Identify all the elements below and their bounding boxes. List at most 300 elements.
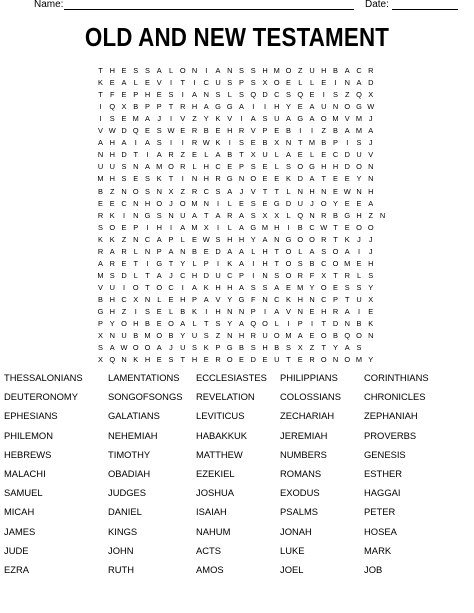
grid-row [96,283,378,295]
grid-letter: H [262,246,268,256]
grid-letter: L [274,150,279,160]
word-list-item: MICAH [4,506,35,518]
grid-letter: Z [215,331,221,341]
grid-letter: S [356,138,362,148]
grid-letter: C [203,78,209,88]
grid-letter: B [98,186,103,196]
grid-letter: O [285,66,292,75]
grid-letter: O [132,343,139,353]
grid-letter: G [309,162,315,172]
grid-letter: O [297,162,304,172]
grid-letter: T [286,355,291,365]
word-list-item: PROVERBS [364,429,417,441]
grid-letter: H [368,258,374,268]
grid-letter: I [181,282,184,292]
grid-letter: T [274,186,279,196]
grid-letter: U [356,294,362,304]
grid-letter: R [191,186,198,196]
grid-letter: E [239,355,244,365]
grid-letter: S [145,307,150,316]
grid-row [96,126,378,138]
word-list-item: PHILIPPIANS [280,372,338,383]
grid-letter: N [133,198,139,208]
grid-letter: G [144,210,151,220]
grid-letter: B [333,331,338,341]
grid-letter: W [202,138,210,148]
grid-letter: E [121,222,127,232]
word-list-item: HAGGAI [364,487,401,499]
grid-letter: A [215,66,221,75]
grid-letter: J [310,198,314,208]
grid-letter: S [250,210,256,220]
grid-letter: H [109,174,115,184]
grid-letter: M [144,331,151,341]
grid-letter: S [109,270,115,280]
grid-letter: Q [109,102,116,112]
grid-letter: E [156,319,162,329]
grid-letter: S [192,343,197,353]
grid-letter: I [146,258,149,268]
grid-letter: H [133,319,139,329]
grid-letter: X [98,331,103,341]
grid-letter: T [321,319,326,329]
grid-letter: L [309,150,315,160]
grid-letter: O [320,282,327,292]
grid-letter: I [299,126,302,136]
word-list-item: EXODUS [280,487,320,499]
grid-letter: T [274,258,279,268]
grid-letter: A [239,102,244,112]
grid-letter: M [132,114,139,124]
grid-letter: L [274,162,279,172]
grid-letter: E [121,66,127,75]
word-list-item: ZEPHANIAH [364,410,418,422]
grid-letter: B [203,126,209,136]
grid-row [96,150,378,162]
grid-letter: R [109,258,115,268]
grid-letter: A [121,78,127,88]
grid-letter: A [368,198,374,208]
grid-letter: S [344,282,350,292]
grid-letter: O [156,331,163,341]
grid-letter: X [250,150,256,160]
grid-letter: O [320,114,327,124]
word-list-item: GENESIS [364,448,406,460]
word-list-item: JEREMIAH [280,429,328,441]
grid-letter: C [227,270,233,280]
date-label: Date: [365,0,389,10]
grid-letter: M [332,114,339,124]
grid-letter: S [250,343,256,353]
header [0,0,474,14]
grid-letter: C [321,258,327,268]
grid-letter: S [133,66,139,75]
grid-letter: S [250,282,256,292]
grid-letter: N [379,210,386,220]
grid-letter: V [98,282,103,292]
grid-letter: R [97,210,104,220]
grid-letter: R [227,210,233,220]
grid-letter: A [250,114,256,124]
grid-letter: O [320,198,327,208]
grid-letter: A [309,114,315,124]
grid-letter: E [156,355,162,365]
word-list-item: ESTHER [364,468,403,479]
grid-letter: T [333,234,338,244]
grid-letter: H [227,126,233,136]
grid-letter: C [121,294,127,304]
grid-letter: O [356,222,362,232]
grid-letter: O [356,331,362,341]
grid-letter: S [368,270,374,280]
word-list-item: JONAH [280,525,312,537]
word-list-row [0,410,474,428]
word-list-item: LUKE [280,544,305,556]
grid-letter: E [192,150,197,160]
grid-letter: O [297,234,304,244]
grid-letter: O [156,198,163,208]
grid-letter: I [357,246,361,256]
grid-row [96,307,378,319]
grid-letter: I [252,102,255,112]
grid-letter: M [344,258,351,268]
word-list-item: ROMANS [280,468,322,479]
grid-letter: C [168,282,174,292]
grid-letter: I [205,307,208,316]
grid-letter: L [180,234,185,244]
grid-letter: K [286,294,291,304]
grid-letter: C [144,234,151,244]
grid-letter: V [215,294,221,304]
grid-letter: E [297,355,303,365]
word-list-row [0,545,474,563]
grid-letter: S [239,138,244,148]
grid-letter: N [368,174,374,184]
grid-letter: X [262,210,268,220]
grid-letter: I [216,198,220,208]
page-title: OLD AND NEW TESTAMENT [84,22,390,52]
grid-letter: O [109,222,116,232]
grid-letter: A [156,234,162,244]
grid-letter: A [239,282,244,292]
grid-letter: L [286,186,291,196]
grid-letter: E [250,138,256,148]
grid-letter: A [344,246,350,256]
grid-letter: T [321,174,326,184]
grid-letter: O [132,186,139,196]
grid-letter: N [368,162,374,172]
grid-letter: I [263,307,267,316]
grid-letter: N [227,331,233,341]
grid-letter: Y [333,343,338,353]
grid-letter: E [333,186,338,196]
grid-letter: I [263,102,267,112]
grid-letter: S [121,174,127,184]
grid-letter: O [285,246,292,256]
grid-row [96,78,378,90]
grid-letter: L [251,246,256,256]
grid-letter: L [227,222,232,232]
grid-letter: H [203,174,209,184]
grid-letter: I [310,319,314,329]
grid-letter: A [145,162,150,172]
grid-letter: K [215,114,221,124]
grid-letter: E [133,174,139,184]
grid-letter: A [368,126,374,136]
grid-letter: X [274,138,280,148]
grid-letter: L [133,270,138,280]
grid-letter: N [309,210,315,220]
grid-letter: B [145,319,150,329]
grid-letter: Q [109,355,116,365]
grid-letter: S [215,186,221,196]
grid-letter: U [180,343,186,353]
grid-letter: Y [368,355,374,365]
grid-letter: N [191,174,198,184]
grid-letter: B [180,307,186,316]
grid-letter: N [168,210,174,220]
grid-letter: S [145,186,150,196]
grid-letter: S [333,90,338,100]
grid-letter: A [156,150,162,160]
grid-letter: U [262,150,268,160]
grid-letter: I [216,258,220,268]
grid-letter: M [97,174,104,184]
grid-letter: A [145,138,150,148]
grid-row [96,187,378,199]
grid-letter: G [226,174,233,184]
grid-letter: U [191,331,198,341]
grid-letter: Z [368,210,373,220]
grid-letter: S [286,343,291,353]
grid-letter: F [250,294,256,304]
grid-letter: W [120,343,128,353]
grid-letter: P [333,294,338,304]
word-list-item: NAHUM [196,525,231,537]
grid-row [96,259,378,271]
grid-letter: N [180,246,186,256]
grid-letter: A [192,210,197,220]
word-list-row [0,391,474,409]
grid-letter: S [215,319,221,329]
grid-letter: T [168,258,174,268]
grid-letter: B [333,66,338,75]
grid-letter: C [274,90,280,100]
grid-letter: W [108,126,116,136]
grid-letter: Z [297,66,303,75]
grid-letter: O [344,355,351,365]
grid-letter: E [344,198,350,208]
grid-letter: Y [227,294,233,304]
grid-letter: H [297,294,303,304]
grid-letter: E [156,90,162,100]
grid-letter: A [297,331,303,341]
word-list-item: ACTS [196,544,222,556]
grid-letter: E [180,126,186,136]
grid-letter: W [343,186,351,196]
grid-letter: G [238,294,245,304]
grid-letter: Y [203,114,209,124]
word-list-row [0,487,474,505]
grid-letter: P [98,319,103,329]
grid-letter: M [355,126,363,136]
grid-letter: B [333,126,338,136]
grid-letter: K [203,282,209,292]
grid-letter: O [367,222,374,232]
grid-letter: F [109,90,115,100]
grid-letter: I [169,78,173,88]
grid-letter: S [98,343,103,353]
grid-letter: L [204,150,209,160]
grid-letter: X [168,186,174,196]
grid-letter: E [297,150,303,160]
grid-letter: W [320,222,328,232]
grid-letter: E [262,198,268,208]
grid-letter: G [97,307,104,316]
grid-letter: V [250,126,256,136]
grid-letter: A [98,138,103,148]
grid-letter: A [180,222,186,232]
grid-letter: Y [227,319,233,329]
grid-letter: W [202,234,210,244]
grid-letter: O [144,343,151,353]
grid-letter: L [168,307,174,316]
grid-letter: I [122,282,126,292]
grid-letter: D [215,246,221,256]
grid-letter: M [355,114,363,124]
grid-letter: S [321,246,327,256]
grid-letter: U [309,66,315,75]
grid-letter: A [156,343,162,353]
word-list-item: LAMENTATIONS [108,372,180,383]
grid-letter: A [121,138,127,148]
grid-letter: P [156,102,162,112]
grid-letter: S [274,270,280,280]
grid-letter: I [240,114,243,124]
grid-letter: Y [309,282,315,292]
grid-letter: O [156,282,163,292]
grid-letter: R [121,246,127,256]
grid-letter: G [285,234,292,244]
grid-letter: C [180,270,186,280]
grid-letter: N [332,102,339,112]
grid-letter: D [344,150,350,160]
word-list-item: COLOSSIANS [280,391,341,403]
grid-letter: O [320,355,327,365]
word-list-item: NEHEMIAH [108,429,158,441]
grid-letter: U [109,162,115,172]
grid-letter: S [239,90,244,100]
grid-row [96,138,378,150]
grid-row [96,331,378,343]
date-field-line[interactable] [392,9,458,10]
grid-letter: E [156,307,162,316]
grid-letter: J [357,234,361,244]
grid-letter: J [368,114,373,124]
word-list-item: ISAIAH [196,506,227,518]
grid-letter: E [121,114,127,124]
grid-letter: K [215,138,221,148]
grid-row [96,102,378,114]
grid-letter: I [193,78,196,88]
grid-letter: P [250,307,256,316]
grid-letter: A [145,114,150,124]
grid-letter: H [238,234,245,244]
word-list-item: THESSALONIANS [4,372,83,383]
grid-letter: E [109,78,115,88]
grid-letter: I [99,114,102,124]
grid-letter: M [97,270,104,280]
grid-letter: T [180,355,185,365]
grid-letter: A [227,246,233,256]
grid-letter: N [238,174,245,184]
grid-letter: M [355,355,363,365]
grid-letter: I [181,174,184,184]
grid-letter: C [274,294,280,304]
grid-letter: I [357,307,361,316]
grid-letter: G [215,102,221,112]
grid-letter: Y [180,331,186,341]
grid-letter: B [227,150,233,160]
grid-letter: B [262,138,268,148]
grid-letter: E [121,90,127,100]
grid-letter: A [109,246,115,256]
grid-letter: E [344,174,350,184]
grid-letter: Y [180,258,186,268]
grid-letter: Q [356,90,362,100]
grid-letter: E [239,198,244,208]
grid-letter: H [238,331,245,341]
word-list-item: HEBREWS [4,448,52,460]
grid-letter: E [98,198,103,208]
grid-letter: G [273,198,280,208]
grid-letter: A [203,294,209,304]
grid-letter: N [274,234,280,244]
grid-letter: T [133,150,138,160]
grid-letter: C [356,66,362,75]
name-field-line[interactable] [64,9,354,10]
grid-letter: U [180,210,186,220]
word-list-item: JOSHUA [196,487,235,499]
grid-letter: I [169,138,173,148]
grid-letter: Y [109,319,115,329]
grid-letter: X [321,270,327,280]
grid-row [96,343,378,355]
grid-letter: R [191,138,198,148]
grid-letter: G [356,102,362,112]
grid-letter: E [286,282,291,292]
grid-letter: Y [250,234,256,244]
grid-letter: G [297,114,304,124]
grid-letter: R [191,126,198,136]
word-list-item: JUDE [4,544,29,556]
grid-letter: J [368,138,373,148]
grid-letter: H [321,66,327,75]
word-list-item: GALATIANS [108,410,160,422]
grid-row [96,355,378,367]
grid-letter: Q [132,126,139,136]
grid-letter: S [168,355,174,365]
grid-letter: U [274,114,280,124]
grid-letter: E [227,162,233,172]
grid-letter: T [203,319,209,329]
grid-letter: S [156,138,162,148]
grid-letter: O [309,234,315,244]
grid-letter: S [145,174,150,184]
grid-letter: V [286,307,291,316]
grid-letter: E [109,198,115,208]
grid-letter: R [321,234,327,244]
